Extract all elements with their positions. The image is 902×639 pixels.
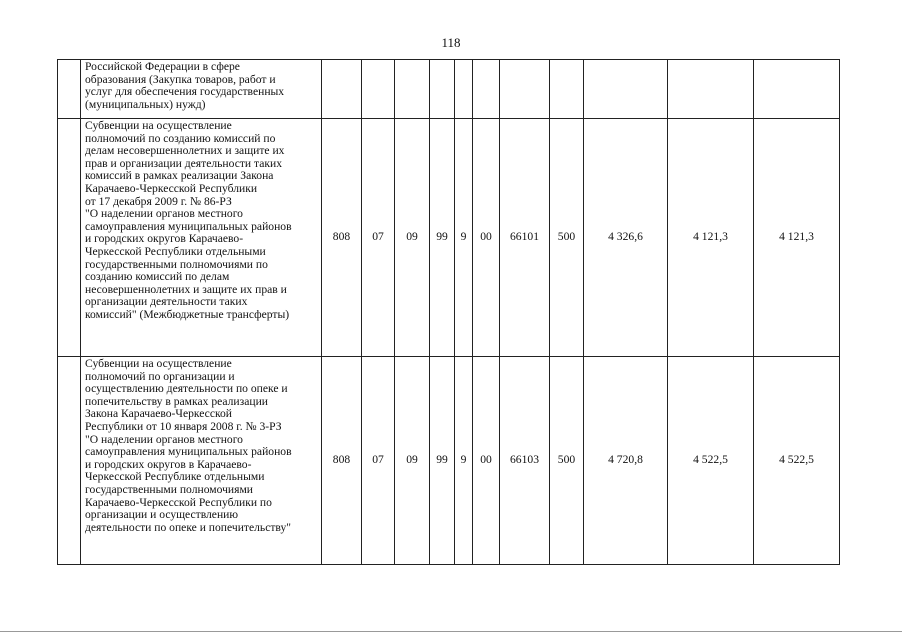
subsection-code-cell: 09 [395, 357, 430, 565]
direction-code-cell: 66103 [500, 357, 550, 565]
direction-code-cell: 66101 [500, 119, 550, 357]
amount-year1-cell: 4 326,6 [584, 119, 668, 357]
description-cell: Российской Федерации в сфере образования (Закупка товаров, работ и услуг для обеспечения государственных (муниципальных) нужд) [81, 60, 322, 119]
main-activity-code-cell: 00 [473, 357, 500, 565]
section-code-cell: 07 [362, 119, 395, 357]
index-cell [58, 357, 81, 565]
amount-year3-cell [754, 60, 840, 119]
ministry-code-cell: 808 [322, 357, 362, 565]
subprogram-code-cell [455, 60, 473, 119]
table-row [58, 60, 840, 119]
subprogram-code-cell: 9 [455, 357, 473, 565]
table-row [58, 119, 840, 357]
program-code-cell [430, 60, 455, 119]
subsection-code-cell [395, 60, 430, 119]
direction-code-cell [500, 60, 550, 119]
expense-type-code-cell [550, 60, 584, 119]
amount-year2-cell: 4 522,5 [668, 357, 754, 565]
amount-year1-cell [584, 60, 668, 119]
program-code-cell: 99 [430, 357, 455, 565]
index-cell [58, 60, 81, 119]
amount-year2-cell [668, 60, 754, 119]
description-cell: Субвенции на осуществление полномочий по созданию комиссий по делам несовершеннолетних и защите их прав и организации деятельности таких комиссий в рамках реализации Закона Карачаево-Черкесской Республики от 17 декабря 2009 г. № 86-РЗ "О наделении органов местного самоуправления муниципальных районов и городских округов Карачаево- Черкесской Республики отдельными государственными полномочиями по созданию комиссий по делам несовершеннолетних и защите их прав и организации деятельности таких комиссий" (Межбюджетные трансферты) [81, 119, 322, 357]
ministry-code-cell [322, 60, 362, 119]
expense-type-code-cell: 500 [550, 119, 584, 357]
budget-table [57, 59, 840, 565]
amount-year3-cell: 4 121,3 [754, 119, 840, 357]
scan-edge-line [0, 631, 902, 632]
page-number: 118 [441, 35, 461, 50]
table-row [58, 357, 840, 565]
section-code-cell [362, 60, 395, 119]
index-cell [58, 119, 81, 357]
amount-year3-cell: 4 522,5 [754, 357, 840, 565]
section-code-cell: 07 [362, 357, 395, 565]
expense-type-code-cell: 500 [550, 357, 584, 565]
main-activity-code-cell [473, 60, 500, 119]
main-activity-code-cell: 00 [473, 119, 500, 357]
subsection-code-cell: 09 [395, 119, 430, 357]
ministry-code-cell: 808 [322, 119, 362, 357]
subprogram-code-cell: 9 [455, 119, 473, 357]
amount-year1-cell: 4 720,8 [584, 357, 668, 565]
program-code-cell: 99 [430, 119, 455, 357]
description-cell: Субвенции на осуществление полномочий по организации и осуществлению деятельности по опеке и попечительству в рамках реализации Закона Карачаево-Черкесской Республики от 10 января 2008 г. № 3-РЗ "О наделении органов местного самоуправления муниципальных районов и городских округов в Карачаево- Черкесской Республике отдельными государственными полномочиями Карачаево-Черкесской Республики по организации и осуществлению деятельности по опеке и попечительству" [81, 357, 322, 565]
amount-year2-cell: 4 121,3 [668, 119, 754, 357]
